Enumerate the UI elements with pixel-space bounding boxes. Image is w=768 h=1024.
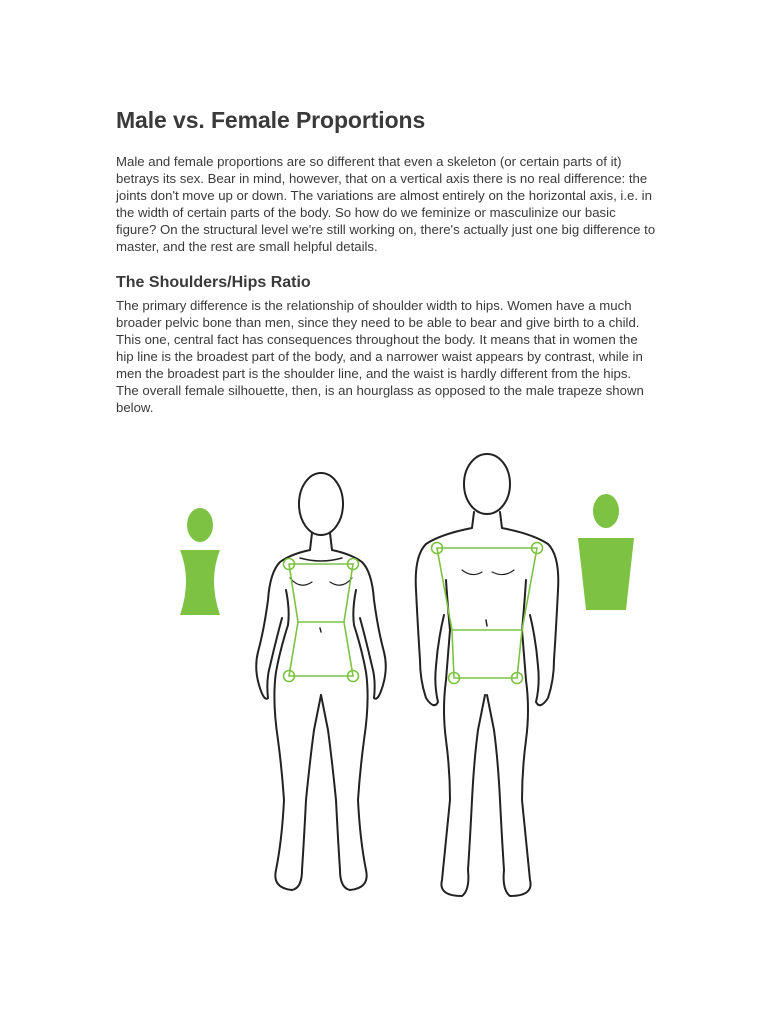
- female-proportion-guide: [284, 559, 359, 682]
- male-figure: [416, 454, 559, 896]
- female-figure: [256, 473, 386, 890]
- page-title: Male vs. Female Proportions: [116, 107, 426, 133]
- proportions-illustration: [116, 440, 696, 920]
- proportions-figure: [116, 440, 696, 920]
- male-trapeze-icon: [578, 494, 634, 610]
- section-heading: The Shoulders/Hips Ratio: [116, 274, 311, 291]
- female-hourglass-icon: [180, 508, 220, 615]
- section-paragraph: The primary difference is the relationship of shoulder width to hips. Women have a much broader pelvic bone than men, since they need to be able to bear and give birth to a child. This one, central fact has consequences throughout the body. It means that in women the hip line is the broadest part of the body, and a narrower waist appears by contrast, while in men the broadest part is the shoulder line, and the waist is hardly different from the hips. The overall female silhouette, then, is an hourglass as opposed to the male trapeze shown below.: [116, 298, 644, 415]
- intro-paragraph: Male and female proportions are so different that even a skeleton (or certain parts of it) betrays its sex. Bear in mind, however, that on a vertical axis there is no real difference: the joints don't move up or down. The variations are almost entirely on the horizontal axis, i.e. in the width of certain parts of the body. So how do we feminize or masculinize our basic figure? On the structural level we're still working on, there's actually just one big difference to master, and the rest are small helpful details.: [116, 154, 656, 254]
